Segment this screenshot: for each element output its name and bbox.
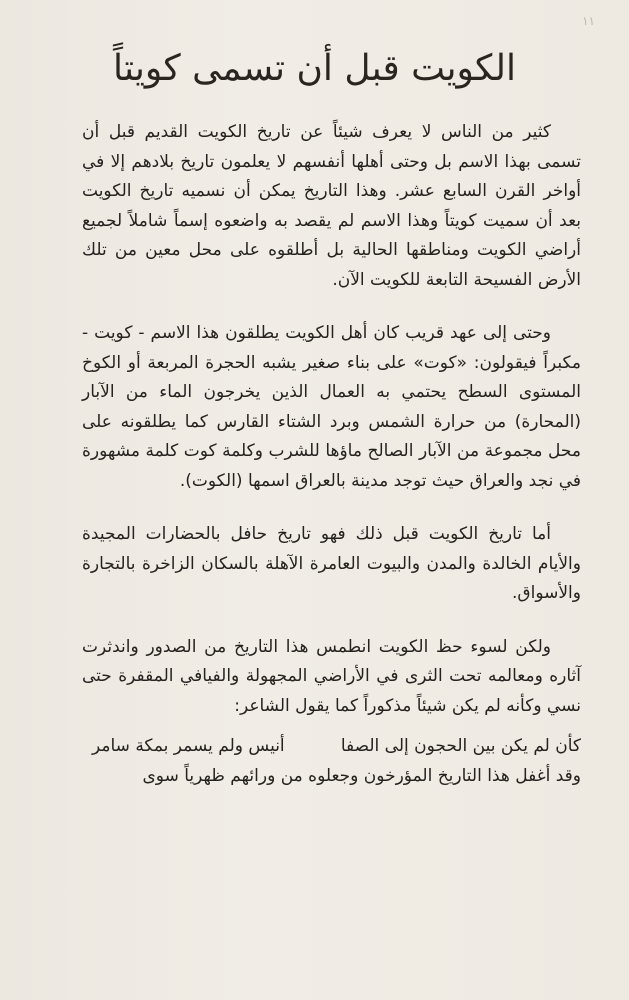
paragraph-2: وحتى إلى عهد قريب كان أهل الكويت يطلقون هذا الاسم - كويت - مكبراً فيقولون: «كوت» على بناء صغير يشبه الحجرة المربعة أو الكوخ المستوى السطح يحتمي به العمال الذين يخرجون الماء من الآبار (المحارة) من حرارة الشمس وبرد الشتاء القارس كما يطلقونه على محل مجموعة من الآبار الصالح ماؤها للشرب وكلمة كوت كلمة مشهورة في نجد والعراق حيث توجد مدينة بالعراق اسمها (الكوت). <box>82 323 581 491</box>
page-title: الكويت قبل أن تسمى كويتاً <box>113 48 516 89</box>
poem-second-hemistich: أنيس ولم يسمر بمكة سامر <box>92 736 285 756</box>
page-number: ١١ <box>582 14 595 28</box>
poem-verse <box>82 731 581 761</box>
paragraph-3: أما تاريخ الكويت قبل ذلك فهو تاريخ حافل بالحضارات المجيدة والأيام الخالدة والمدن والبيوت العامرة الآهلة بالسكان الزاخرة بالتجارة والأسواق. <box>82 524 581 603</box>
continuation-line: وقد أغفل هذا التاريخ المؤرخون وجعلوه من ورائهم ظهرياً سوى <box>142 766 581 786</box>
poem-first-hemistich: كأن لم يكن بين الحجون إلى الصفا <box>340 736 581 756</box>
paragraph-4: ولكن لسوء حظ الكويت انطمس هذا التاريخ من الصدور واندثرت آثاره ومعالمه تحت الثرى في الأراضي المجهولة والفيافي المقفرة حتى نسي وكأنه لم يكن شيئاً مذكوراً كما يقول الشاعر: <box>82 636 581 716</box>
body-text <box>82 118 581 791</box>
paragraph-1: كثير من الناس لا يعرف شيئاً عن تاريخ الكويت القديم قبل أن تسمى بهذا الاسم بل وحتى أهلها أنفسهم لا يعلمون تاريخ بلادهم إلا في أواخر القرن السابع عشر. وهذا التاريخ يمكن أن نسميه تاريخ الكويت بعد أن سميت كويتاً وهذا الاسم لم يقصد به واضعوه إسماً شاملاً لجميع أراضي الكويت ومناطقها الحالية بل أطلقوه على محل معين من تلك الأرض الفسيحة التابعة للكويت الآن. <box>82 122 581 290</box>
